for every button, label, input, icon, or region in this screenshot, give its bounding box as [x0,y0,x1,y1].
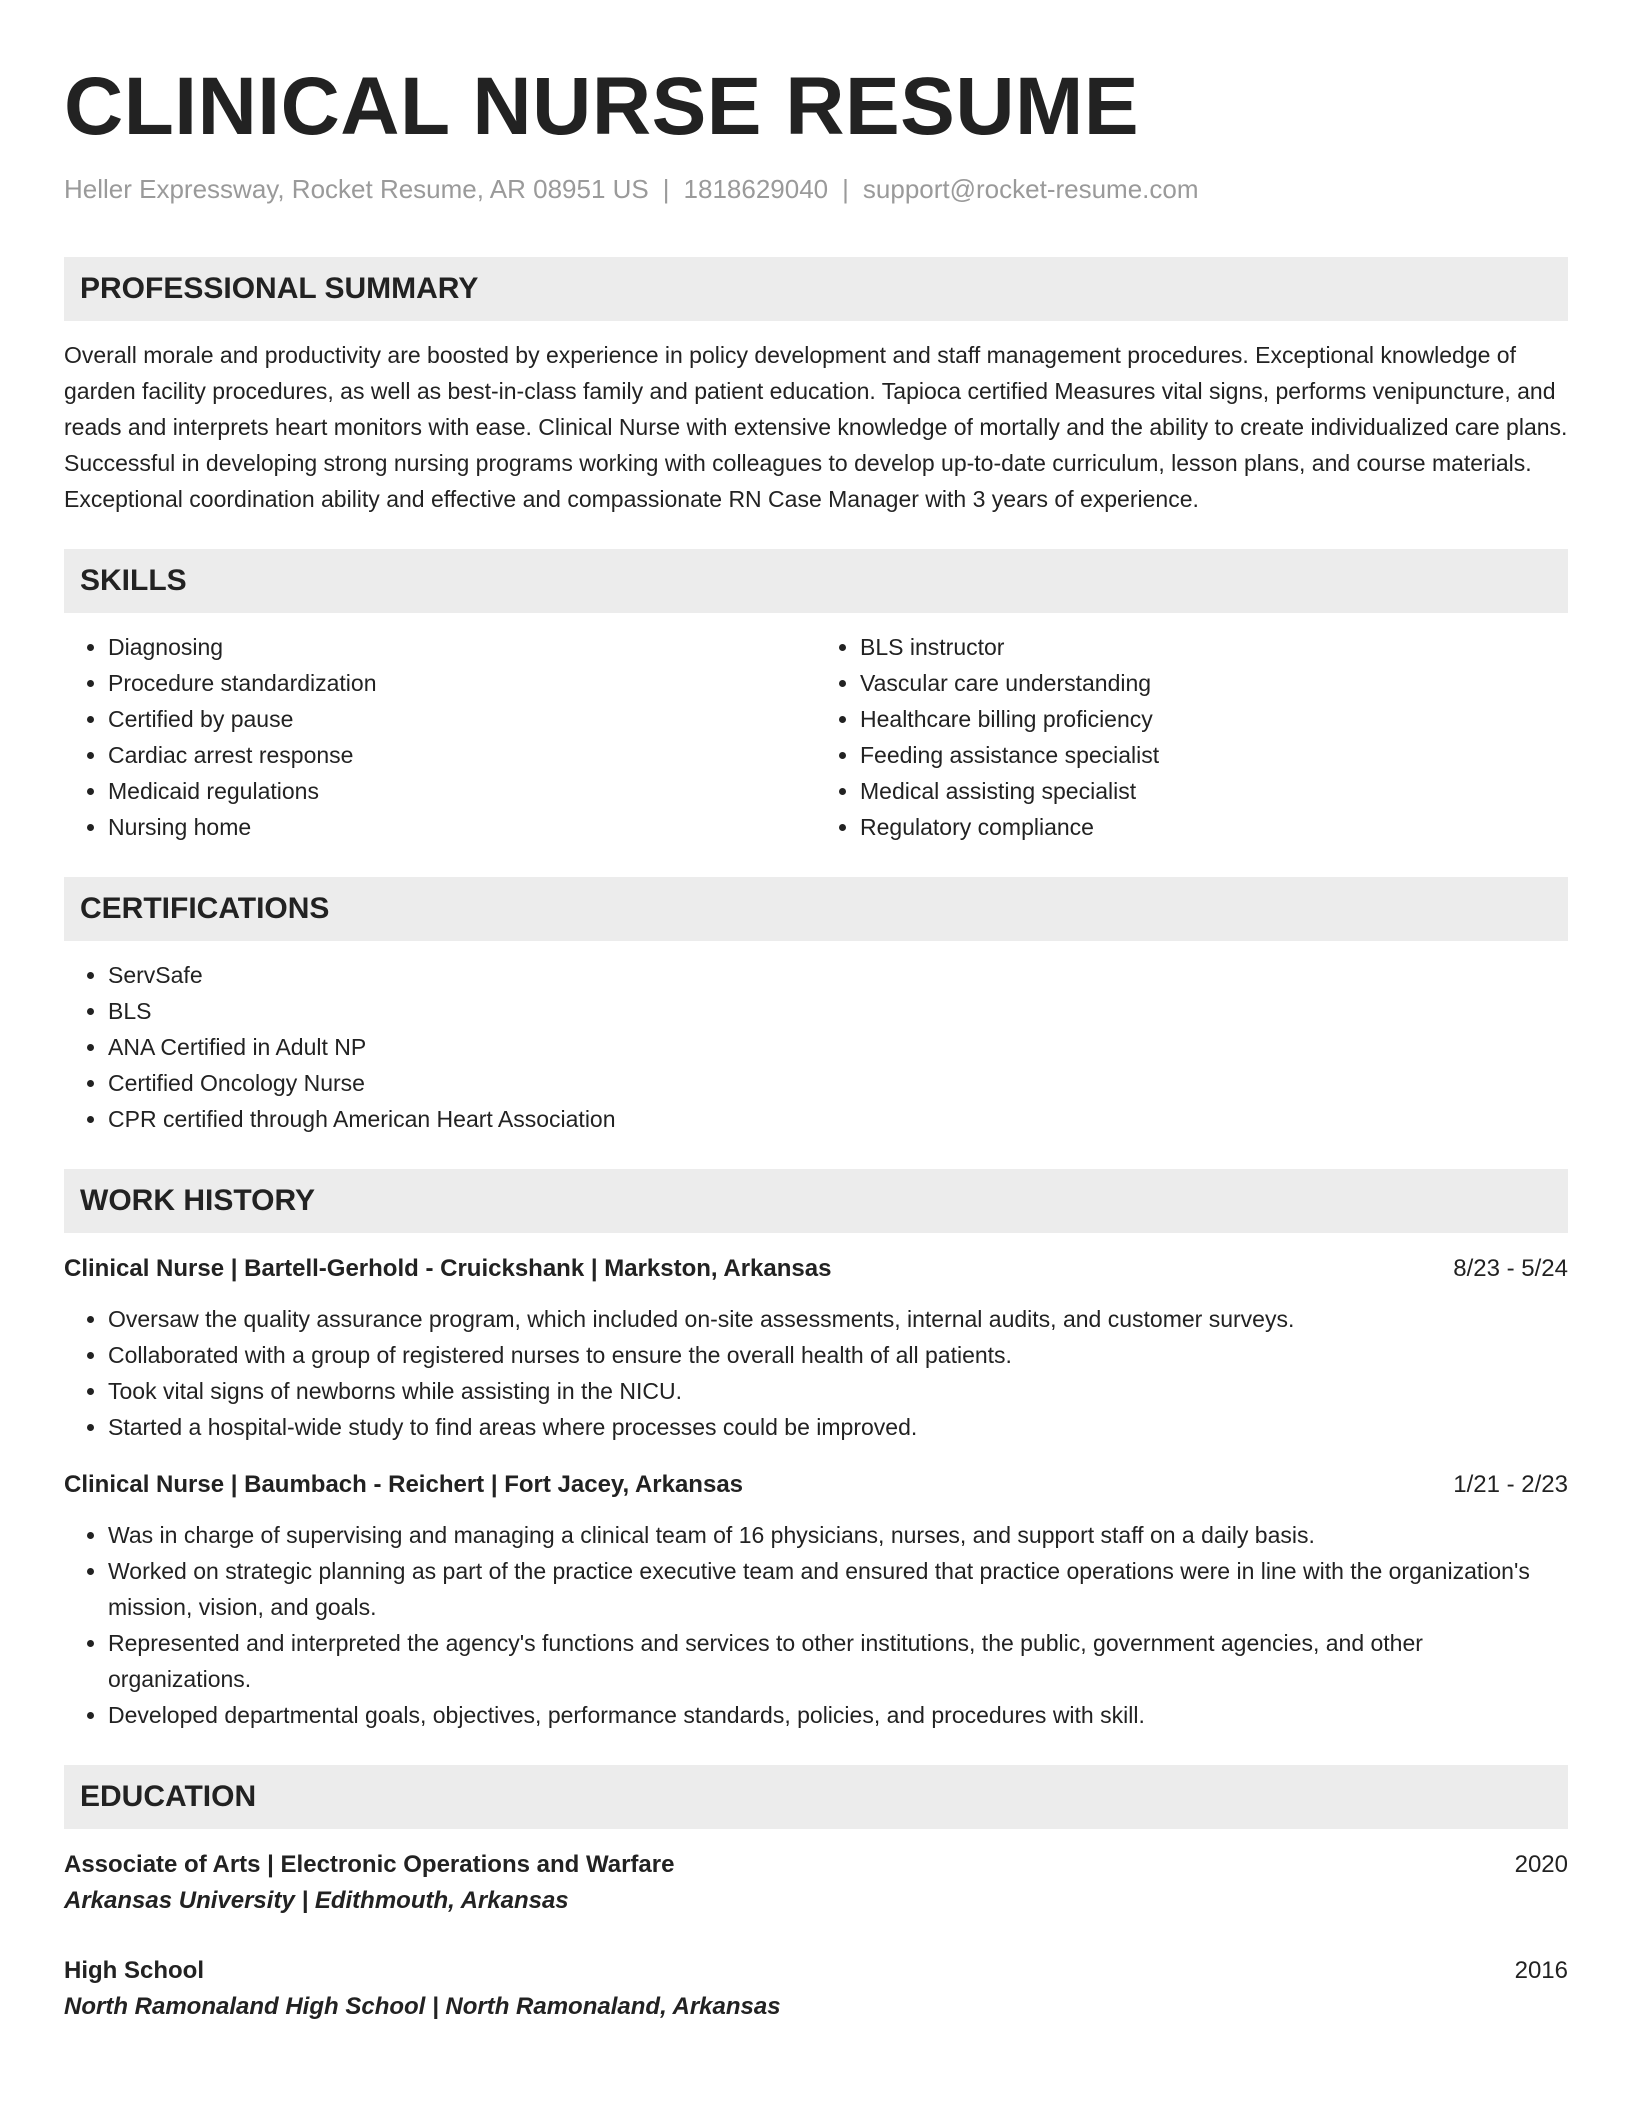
skill-item: • Cardiac arrest response [108,737,816,773]
section-heading-certifications: CERTIFICATIONS [64,877,1568,941]
certification-item: • ANA Certified in Adult NP [108,1029,1568,1065]
skills-list-right [816,629,1568,845]
resume-title: CLINICAL NURSE RESUME [64,61,1140,152]
job-header [64,1251,1568,1287]
job-bullets [64,1301,1568,1445]
education-degree: Associate of Arts | Electronic Operations and Warfare [64,1851,675,1879]
skill-item: • Regulatory compliance [860,809,1568,845]
job-dates: 8/23 - 5/24 [1453,1255,1568,1283]
contact-separator: | [842,174,849,204]
skills-columns [64,613,1568,845]
education-school: Arkansas University | Edithmouth, Arkansas [64,1887,569,1915]
education-school: North Ramonaland High School | North Ramonaland, Arkansas [64,1993,781,2021]
contact-separator: | [662,174,670,204]
skill-item: • Vascular care understanding [860,665,1568,701]
certification-item: • Certified Oncology Nurse [108,1065,1568,1101]
education-entry [64,1953,1568,2025]
certification-item: • BLS [108,993,1568,1029]
skill-item: • Diagnosing [108,629,816,665]
education-year: 2020 [1514,1851,1568,1879]
job-bullet: • Developed departmental goals, objectives, performance standards, policies, and procedures with skill. [108,1697,1568,1733]
work-history [64,1251,1568,1733]
certification-item: • ServSafe [108,957,1568,993]
education-header [64,1953,1568,1989]
section-heading-work-history: WORK HISTORY [64,1169,1568,1233]
section-heading-skills: SKILLS [64,549,1568,613]
skill-item: • BLS instructor [860,629,1568,665]
job-title: Clinical Nurse | Bartell-Gerhold - Cruickshank | Markston, Arkansas [64,1255,832,1283]
education-entry [64,1847,1568,1919]
job-bullet: • Collaborated with a group of registered nurses to ensure the overall health of all patients. [108,1337,1568,1373]
certification-item: • CPR certified through American Heart Association [108,1101,1568,1137]
skill-item: • Medical assisting specialist [860,773,1568,809]
certifications-list [64,957,1568,1137]
contact-address: Heller Expressway, Rocket Resume, AR 08951 US [64,174,649,204]
skills-list-left [64,629,816,845]
section-heading-education: EDUCATION [64,1765,1568,1829]
skill-item: • Certified by pause [108,701,816,737]
skill-item: • Procedure standardization [108,665,816,701]
skill-item: • Medicaid regulations [108,773,816,809]
education-year: 2016 [1514,1957,1568,1985]
skill-item: • Healthcare billing proficiency [860,701,1568,737]
job-bullet: • Took vital signs of newborns while assisting in the NICU. [108,1373,1568,1409]
job-bullets [64,1517,1568,1733]
job-bullet: • Worked on strategic planning as part of the practice executive team and ensured that practice operations were in line with the organization's mission, vision, and goals. [108,1553,1568,1625]
contact-line [64,174,1568,205]
skill-item: • Feeding assistance specialist [860,737,1568,773]
summary-text: Overall morale and productivity are boosted by experience in policy development and staff management procedures. Exceptional knowledge of garden facility procedures, as well as best-in-class family and patient education. Tapioca certified Measures vital signs, performs venipuncture, and reads and interprets heart monitors with ease. Clinical Nurse with extensive knowledge of mortally and the ability to create individualized care plans. Successful in developing strong nursing programs working with colleagues to develop up-to-date curriculum, lesson plans, and course materials. Exceptional coordination ability and effective and compassionate RN Case Manager with 3 years of experience. [64,342,1568,513]
contact-phone: 1818629040 [683,174,829,204]
job-bullet: • Oversaw the quality assurance program, which included on-site assessments, internal audits, and customer surveys. [108,1301,1568,1337]
job-dates: 1/21 - 2/23 [1453,1471,1568,1499]
skill-item: • Nursing home [108,809,816,845]
job-title: Clinical Nurse | Baumbach - Reichert | Fort Jacey, Arkansas [64,1471,744,1499]
job-bullet: • Represented and interpreted the agency's functions and services to other institutions, the public, government agencies, and other organizations. [108,1625,1568,1697]
contact-email: support@rocket-resume.com [862,174,1199,204]
section-heading-summary: PROFESSIONAL SUMMARY [64,257,1568,321]
job-bullet: • Started a hospital-wide study to find areas where processes could be improved. [108,1409,1568,1445]
education-degree: High School [64,1957,204,1985]
job-header [64,1467,1568,1503]
education-header [64,1847,1568,1883]
job-bullet: • Was in charge of supervising and managing a clinical team of 16 physicians, nurses, and support staff on a daily basis. [108,1517,1568,1553]
